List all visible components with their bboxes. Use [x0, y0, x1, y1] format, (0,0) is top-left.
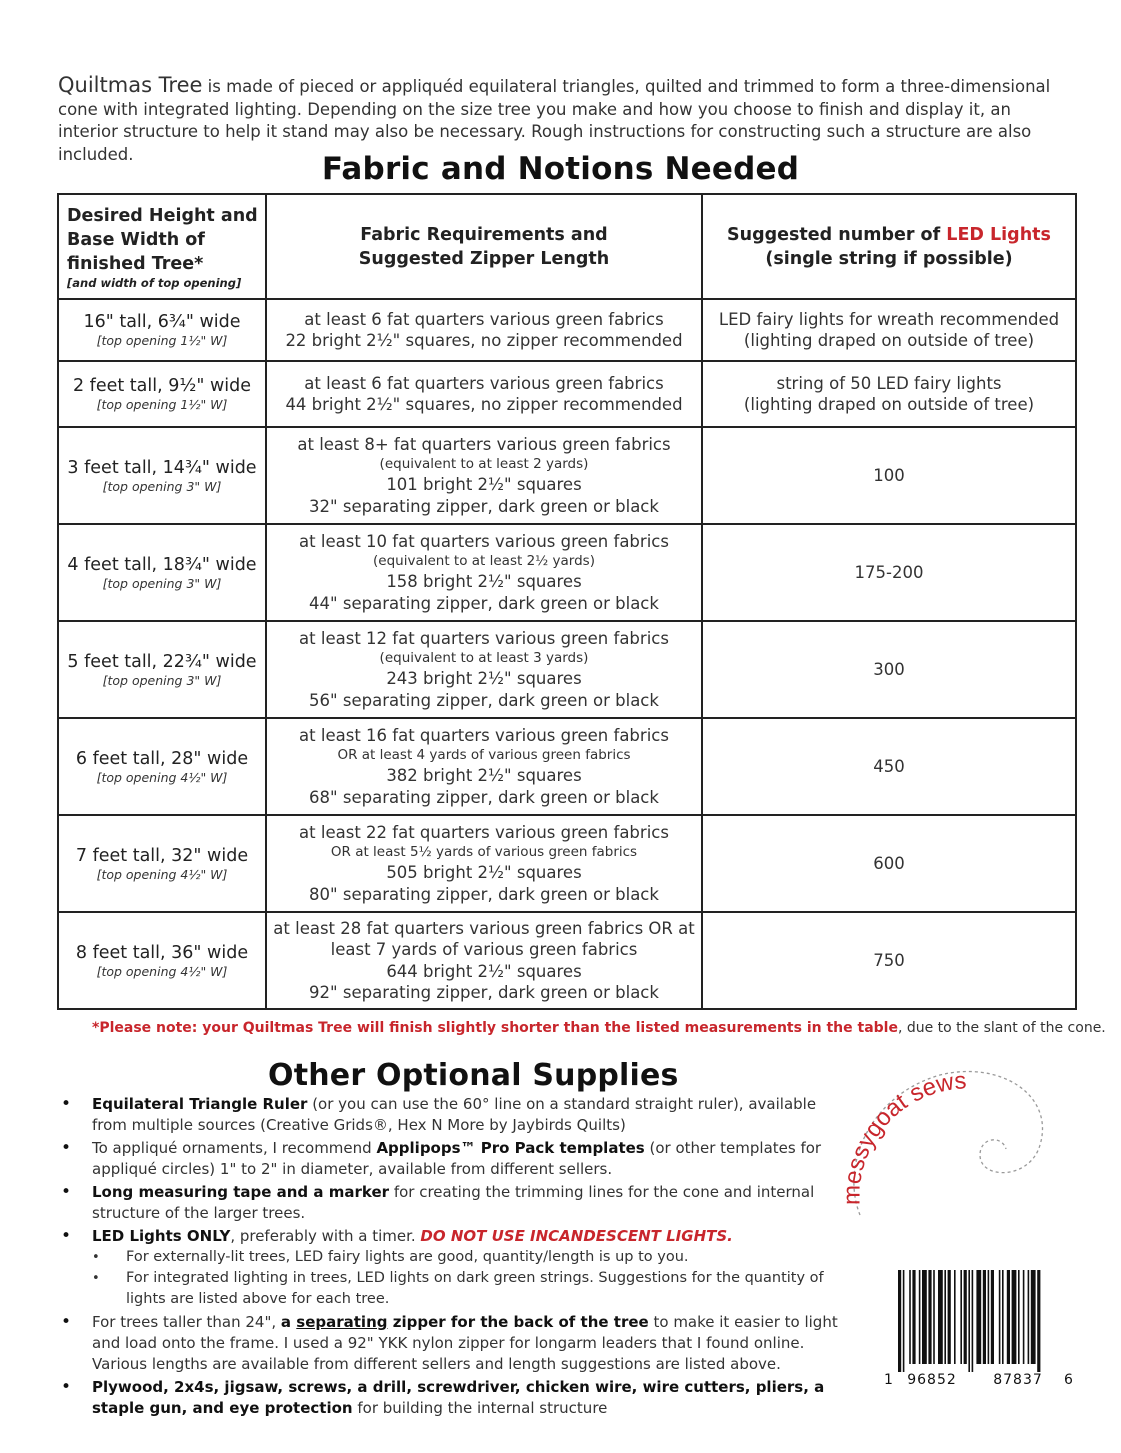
fabric-cell — [266, 299, 702, 361]
lights-line: 175-200 — [854, 562, 924, 582]
list-item: • For externally-lit trees, LED fairy lights are good, quantity/length is up to you. — [92, 1247, 838, 1268]
table-row — [58, 815, 1076, 912]
barcode-check-digit: 6 — [1064, 1372, 1073, 1388]
header-lights-note: (single string if possible) — [765, 248, 1013, 269]
lights-line: (lighting draped on outside of tree) — [743, 395, 1035, 414]
size-label: 7 feet tall, 32" wide — [75, 845, 249, 866]
fabric-line: 382 bright 2½" squares — [386, 766, 582, 786]
top-opening: [top opening 4½" W] — [96, 866, 228, 882]
footnote-rest: , due to the slant of the cone. — [897, 1020, 1106, 1036]
fabric-line: at least 8+ fat quarters various green fabrics — [297, 434, 671, 454]
logo-text: messygoat sews — [838, 1067, 968, 1206]
fabric-line: 32" separating zipper, dark green or black — [309, 496, 659, 516]
fabric-cell — [266, 621, 702, 718]
size-cell — [58, 427, 266, 524]
lights-line: string of 50 LED fairy lights — [776, 373, 1002, 393]
top-opening: [top opening 3" W] — [102, 575, 222, 591]
fabric-line: OR at least 5½ yards of various green fabrics — [330, 844, 638, 861]
header-fabric-line1: Fabric Requirements and — [360, 224, 608, 245]
header-size-note: [and width of top opening] — [67, 275, 242, 290]
lights-cell — [702, 718, 1076, 815]
list-item: • LED Lights ONLY, preferably with a timer. DO NOT USE INCANDESCENT LIGHTS. • For externally-lit trees, LED fairy lights are good, quantity/length is up to you. • For integrated lighting in trees, LED lights on dark green strings. Suggestions for the quantity of lights are listed above for each tree. — [58, 1226, 838, 1310]
size-label: 3 feet tall, 14¾" wide — [67, 457, 257, 478]
barcode-left-digits: 96852 — [907, 1372, 957, 1388]
barcode-right-digits: 87837 — [993, 1372, 1043, 1388]
fabric-line: 158 bright 2½" squares — [386, 572, 582, 592]
lights-cell — [702, 427, 1076, 524]
lights-line: 750 — [873, 950, 905, 970]
size-label: 4 feet tall, 18¾" wide — [67, 554, 257, 575]
size-label: 2 feet tall, 9½" wide — [72, 376, 251, 396]
list-item: • Plywood, 2x4s, jigsaw, screws, a drill, screwdriver, chicken wire, wire cutters, pliers, a staple gun, and eye protection for building the internal structure — [58, 1377, 838, 1419]
fabric-line: 68" separating zipper, dark green or black — [309, 787, 659, 807]
fabric-line: (equivalent to at least 3 yards) — [379, 650, 589, 667]
lights-cell — [702, 815, 1076, 912]
lights-line: (lighting draped on outside of tree) — [743, 331, 1035, 350]
fabric-cell — [266, 815, 702, 912]
fabric-cell — [266, 361, 702, 427]
fabric-line: at least 16 fat quarters various green fabrics — [299, 725, 669, 745]
table-row — [58, 299, 1076, 361]
fabric-cell — [266, 524, 702, 621]
barcode-lead-digit: 1 — [884, 1372, 893, 1388]
top-opening: [top opening 4½" W] — [96, 963, 228, 979]
lights-line: 600 — [873, 853, 905, 873]
size-cell — [58, 361, 266, 427]
brand-name: Quiltmas Tree — [58, 73, 203, 97]
lights-cell — [702, 299, 1076, 361]
header-led-highlight: LED Lights — [946, 224, 1051, 245]
fabric-line: at least 12 fat quarters various green fabrics — [299, 628, 669, 648]
lights-cell — [702, 621, 1076, 718]
size-cell — [58, 815, 266, 912]
other-supplies-title: Other Optional Supplies — [268, 1058, 679, 1093]
list-item: • Equilateral Triangle Ruler (or you can use the 60° line on a standard straight ruler), available from multiple sources (Creative Grids®, Hex N More by Jaybirds Quilts) — [58, 1094, 838, 1136]
size-cell — [58, 524, 266, 621]
size-label: 8 feet tall, 36" wide — [75, 942, 249, 963]
table-row — [58, 718, 1076, 815]
warning-text: DO NOT USE INCANDESCENT LIGHTS. — [420, 1227, 733, 1245]
fabric-line: at least 6 fat quarters various green fabrics — [304, 373, 664, 393]
size-cell — [58, 299, 266, 361]
fabric-line: at least 10 fat quarters various green fabrics — [299, 531, 669, 551]
table-row — [58, 621, 1076, 718]
list-item: • To appliqué ornaments, I recommend Applipops™ Pro Pack templates (or other templates for appliqué circles) 1" to 2" in diameter, available from different sellers. — [58, 1138, 838, 1180]
table-header-row — [58, 194, 1076, 299]
fabric-line: at least 6 fat quarters various green fabrics — [304, 309, 664, 329]
fabric-line: 101 bright 2½" squares — [386, 475, 582, 495]
fabric-line: 644 bright 2½" squares — [386, 961, 582, 981]
header-size-label: Desired Height and Base Width of finished Tree* — [67, 205, 258, 274]
top-opening: [top opening 3" W] — [102, 478, 222, 494]
lights-line: 100 — [873, 465, 905, 485]
table-row — [58, 524, 1076, 621]
top-opening: [top opening 1½" W] — [96, 333, 228, 348]
header-fabric-line2: Suggested Zipper Length — [358, 248, 610, 269]
fabric-line: 44 bright 2½" squares, no zipper recommended — [285, 395, 683, 414]
top-opening: [top opening 4½" W] — [96, 769, 228, 785]
messygoat-logo — [830, 1055, 1060, 1225]
fabric-cell — [266, 912, 702, 1009]
header-lights-label: Suggested number of — [727, 224, 947, 245]
fabric-notions-title: Fabric and Notions Needed — [321, 151, 800, 187]
fabric-line: 80" separating zipper, dark green or black — [309, 884, 659, 904]
size-cell — [58, 912, 266, 1009]
footnote-highlight: *Please note: your Quiltmas Tree will finish slightly shorter than the listed measurements in the table — [92, 1020, 898, 1036]
lights-sublist — [92, 1247, 838, 1310]
fabric-line: (equivalent to at least 2 yards) — [379, 456, 589, 473]
lights-cell — [702, 361, 1076, 427]
fabric-line: OR at least 4 yards of various green fabrics — [337, 747, 631, 764]
table-footnote — [92, 1020, 1106, 1036]
table-row — [58, 427, 1076, 524]
lights-cell — [702, 524, 1076, 621]
fabric-line: 505 bright 2½" squares — [386, 863, 582, 883]
fabric-line: 22 bright 2½" squares, no zipper recommended — [285, 331, 683, 350]
fabric-line: 44" separating zipper, dark green or black — [309, 593, 659, 613]
size-label: 5 feet tall, 22¾" wide — [67, 651, 257, 672]
fabric-table — [57, 193, 1077, 1010]
size-cell — [58, 718, 266, 815]
size-label: 6 feet tall, 28" wide — [75, 748, 249, 769]
fabric-line: at least 28 fat quarters various green fabrics OR at — [273, 918, 695, 938]
fabric-line: 92" separating zipper, dark green or black — [309, 983, 659, 1002]
table-row — [58, 912, 1076, 1009]
fabric-line: least 7 yards of various green fabrics — [330, 940, 638, 959]
lights-line: 300 — [873, 659, 905, 679]
barcode — [878, 1268, 1078, 1388]
fabric-line: 56" separating zipper, dark green or black — [309, 690, 659, 710]
size-label: 16" tall, 6¾" wide — [83, 312, 241, 332]
fabric-line: (equivalent to at least 2½ yards) — [373, 553, 595, 570]
size-cell — [58, 621, 266, 718]
lights-cell — [702, 912, 1076, 1009]
fabric-cell — [266, 427, 702, 524]
fabric-line: at least 22 fat quarters various green fabrics — [299, 822, 669, 842]
top-opening: [top opening 1½" W] — [96, 397, 228, 412]
lights-line: LED fairy lights for wreath recommended — [718, 309, 1060, 329]
top-opening: [top opening 3" W] — [102, 672, 222, 688]
intro-text: is made of pieced or appliquéd equilateral triangles, quilted and trimmed to form a three-dimensional cone with integrated lighting. Depending on the size tree you make and how you choose to finish and display it, an interior structure to help it stand may also be necessary. Rough instructions for constructing such a structure are also included. — [58, 77, 1051, 164]
supplies-list — [58, 1094, 838, 1421]
header-size — [58, 194, 266, 299]
fabric-line: 243 bright 2½" squares — [386, 669, 582, 689]
table-row — [58, 361, 1076, 427]
list-item: • For trees taller than 24", a separating zipper for the back of the tree to make it easier to light and load onto the frame. I used a 92" YKK nylon zipper for longarm leaders that I found online. Various lengths are available from different sellers and length suggestions are listed above. — [58, 1312, 838, 1375]
header-fabric — [266, 194, 702, 299]
lights-line: 450 — [873, 756, 905, 776]
list-item: • Long measuring tape and a marker for creating the trimming lines for the cone and internal structure of the larger trees. — [58, 1182, 838, 1224]
header-lights — [702, 194, 1076, 299]
fabric-cell — [266, 718, 702, 815]
list-item: • For integrated lighting in trees, LED lights on dark green strings. Suggestions for the quantity of lights are listed above for each tree. — [92, 1268, 838, 1310]
